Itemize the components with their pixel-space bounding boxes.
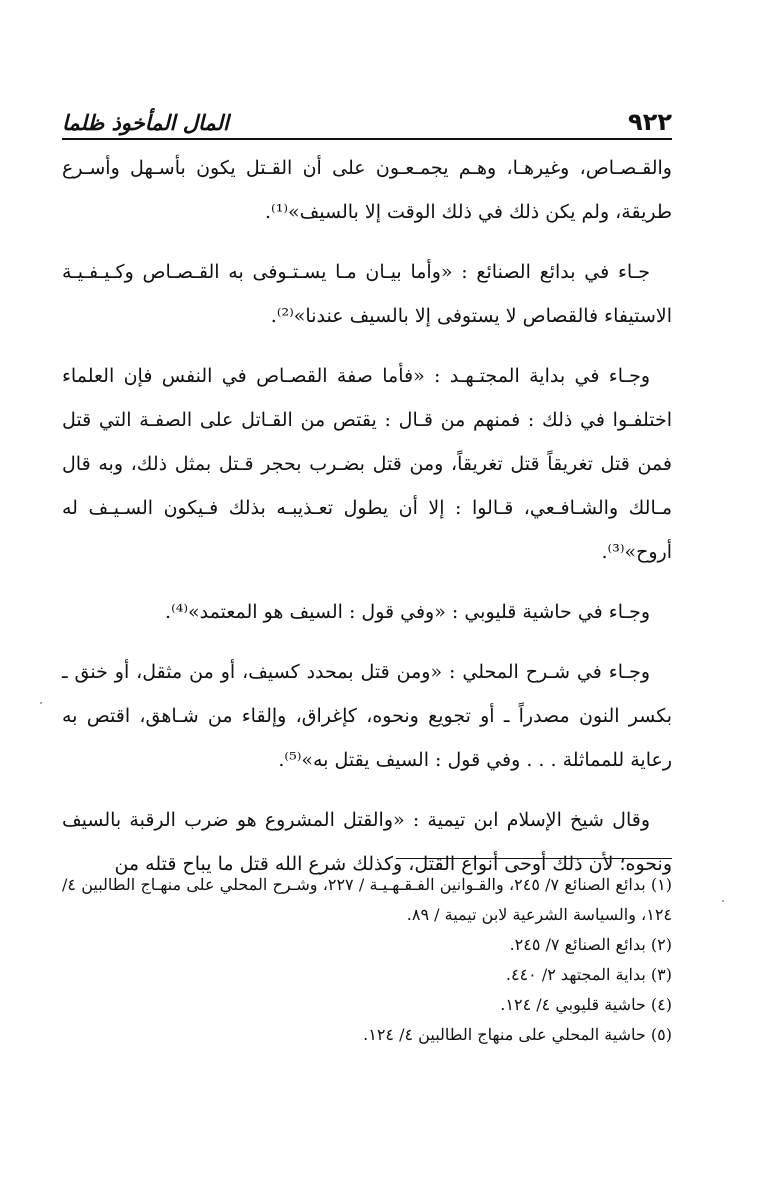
running-title: المال المأخوذ ظلما	[62, 111, 229, 135]
paragraph: وجـاء في شـرح المحلي : «ومن قتل بمحدد كسيف، أو من مثقل، أو خنق ـ بكسر النون مصدراً ـ أو تجويع ونحوه، كإغراق، وإلقاء من شـاهق، اقتص به رعاية للمماثلة . . . وفي قول : السيف يقتل به»⁽⁵⁾.	[62, 661, 672, 771]
paragraph: وقال شيخ الإسلام ابن تيمية : «والقتل المشروع هو ضرب الرقبة بالسيف ونحوه؛ لأن ذلك أوحى أنواع القتل، وكذلك شرع الله قتل ما يباح قتله من	[62, 809, 672, 875]
scan-speck	[40, 702, 42, 704]
paragraph: جـاء في بدائع الصنائع : «وأما بيـان مـا يسـتـوفى به القـصـاص وكـيـفـيـة الاستيفاء فالقصاص لا يستوفى إلا بالسيف عندنا»⁽²⁾.	[62, 261, 672, 327]
footnote: (٢) بدائع الصنائع ٧/ ٢٤٥.	[509, 935, 672, 954]
page-number: ٩٢٢	[628, 108, 672, 136]
footnote: (٣) بداية المجتهد ٢/ ٤٤٠.	[505, 965, 672, 984]
page-header	[62, 96, 672, 134]
paragraph: وجـاء في حاشية قليوبي : «وفي قول : السيف هو المعتمد»⁽⁴⁾.	[165, 601, 650, 623]
paragraph: وجـاء في بداية المجتـهـد : «فأما صفة القصـاص في النفس فإن العلماء اختلفـوا في ذلك : فمنهم من قـال : يقتص من القـاتل على الصفـة التي قتل فمن قتل تغريقاً قتل تغريقاً، ومن قتل بضـرب بحجر قـتل بمثل ذلك، وبه قال مـالك والشـافـعي، قـالوا : إلا أن يطول تعـذيبـه بذلك فـيكون السـيـف له أروح»⁽³⁾.	[62, 365, 672, 563]
main-text	[62, 146, 672, 902]
footnote: (٥) حاشية المحلي على منهاج الطالبين ٤/ ١٢٤.	[363, 1025, 672, 1044]
paragraph: والقـصـاص، وغيرهـا، وهـم يجمـعـون على أن القـتل يكون بأسـهل وأسـرع طريقة، ولم يكن ذلك في ذلك الوقت إلا بالسيف»⁽¹⁾.	[62, 157, 672, 223]
scan-speck	[722, 900, 724, 902]
footnote: (١) بدائع الصنائع ٧/ ٢٤٥، والقـوانين الفـقـهـيـة / ٢٢٧، وشـرح المحلي على منهـاج الطالبين ٤/ ١٢٤، والسياسة الشرعية لابن تيمية / ٨٩.	[62, 875, 673, 924]
footnotes	[62, 870, 672, 1050]
footnote: (٤) حاشية قليوبي ٤/ ١٢٤.	[500, 995, 672, 1014]
footnote-separator	[396, 858, 672, 859]
header-rule	[62, 138, 672, 140]
